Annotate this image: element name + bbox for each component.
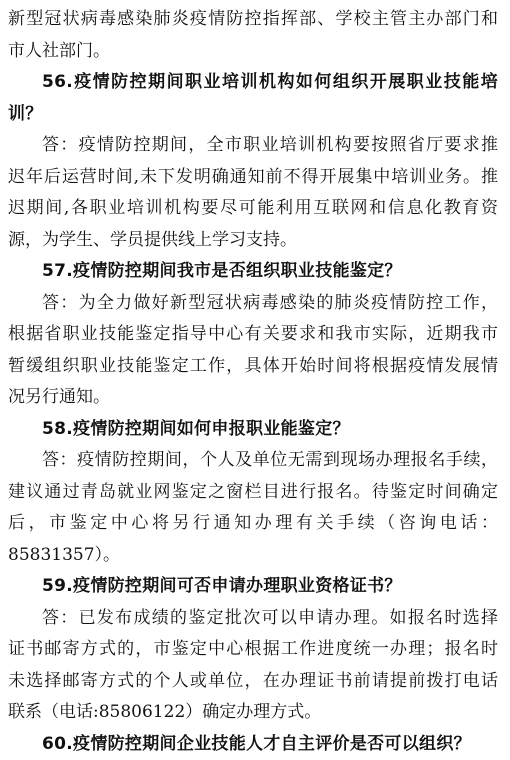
answer-line: 建议通过青岛就业网鉴定之窗栏目进行报名。待鉴定时间确定 — [8, 477, 498, 509]
answer-line: 暂缓组织职业技能鉴定工作，具体开始时间将根据疫情发展情 — [8, 351, 498, 383]
answer-line: 未选择邮寄方式的个人或单位，在办理证书前请提前拨打电话 — [8, 666, 498, 698]
answer-line: 答：已发布成绩的鉴定批次可以申请办理。如报名时选择 — [8, 603, 498, 635]
answer-line: 联系（电话:85806122）确定办理方式。 — [8, 697, 498, 729]
answer-line: 答：疫情防控期间，个人及单位无需到现场办理报名手续， — [8, 445, 498, 477]
answer-line: 证书邮寄方式的，市鉴定中心根据工作进度统一办理；报名时 — [8, 634, 498, 666]
answer-line: 答：疫情防控期间，全市职业培训机构要按照省厅要求推 — [8, 130, 498, 162]
question-heading: 60.疫情防控期间企业技能人才自主评价是否可以组织？ — [8, 729, 498, 760]
answer-line: 85831357）。 — [8, 540, 498, 572]
intro-line: 市人社部门。 — [8, 36, 498, 68]
question-heading: 59.疫情防控期间可否申请办理职业资格证书？ — [8, 571, 498, 603]
answer-line: 况另行通知。 — [8, 382, 498, 414]
question-heading: 56.疫情防控期间职业培训机构如何组织开展职业技能培 — [8, 67, 498, 99]
question-heading: 57.疫情防控期间我市是否组织职业技能鉴定？ — [8, 256, 498, 288]
answer-line: 源，为学生、学员提供线上学习支持。 — [8, 225, 498, 257]
question-heading: 58.疫情防控期间如何申报职业能鉴定？ — [8, 414, 498, 446]
intro-line: 新型冠状病毒感染肺炎疫情防控指挥部、学校主管主办部门和 — [8, 4, 498, 36]
question-heading: 训？ — [8, 99, 498, 131]
answer-line: 迟年后运营时间,未下发明确通知前不得开展集中培训业务。推 — [8, 162, 498, 194]
answer-line: 答：为全力做好新型冠状病毒感染的肺炎疫情防控工作， — [8, 288, 498, 320]
answer-line: 根据省职业技能鉴定指导中心有关要求和我市实际，近期我市 — [8, 319, 498, 351]
answer-line: 迟期间,各职业培训机构要尽可能利用互联网和信息化教育资 — [8, 193, 498, 225]
answer-line: 后，市鉴定中心将另行通知办理有关手续（咨询电话： — [8, 508, 498, 540]
